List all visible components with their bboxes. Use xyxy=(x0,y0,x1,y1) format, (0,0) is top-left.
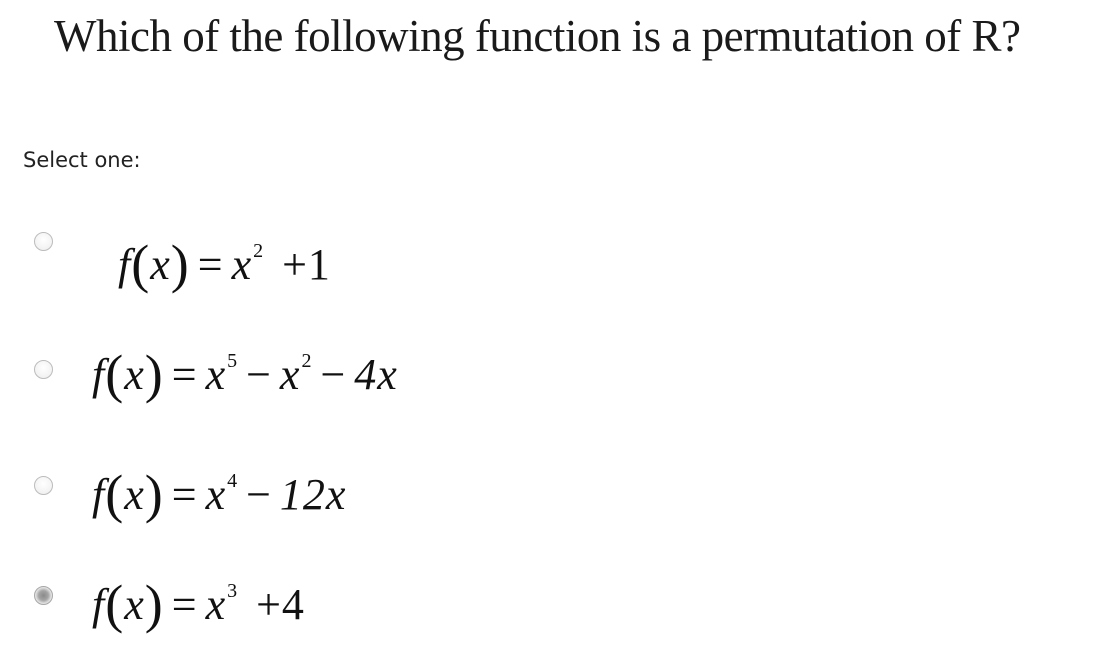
function-name: f xyxy=(118,240,132,289)
term-constant: +1 xyxy=(282,240,331,289)
function-name: f xyxy=(92,470,106,519)
radio-button-option-1[interactable] xyxy=(34,232,53,251)
function-arg: x xyxy=(124,580,145,629)
close-paren: ) xyxy=(144,344,164,404)
open-paren: ( xyxy=(105,464,125,524)
equals-sign: = xyxy=(171,580,198,629)
radio-button-option-3[interactable] xyxy=(34,476,53,495)
term-exponent: 3 xyxy=(227,580,239,602)
radio-button-option-4-selected[interactable] xyxy=(34,586,53,605)
open-paren: ( xyxy=(131,234,151,294)
term-exponent: 4 xyxy=(227,470,239,492)
term-base: x xyxy=(231,240,253,289)
option-2-formula xyxy=(92,340,398,402)
term-exponent: 2 xyxy=(253,240,265,262)
function-arg: x xyxy=(124,470,145,519)
term-base: x xyxy=(205,470,227,519)
minus-sign: − xyxy=(246,350,272,399)
term-linear: 4x xyxy=(354,350,398,399)
option-3-formula xyxy=(92,460,346,522)
function-name: f xyxy=(92,350,106,399)
term-base: x xyxy=(205,580,227,629)
option-1-formula xyxy=(118,230,331,292)
equals-sign: = xyxy=(171,470,198,519)
term-constant: +4 xyxy=(256,580,305,629)
open-paren: ( xyxy=(105,344,125,404)
term-base: x xyxy=(205,350,227,399)
answer-option-4[interactable] xyxy=(0,556,700,646)
term-linear: 12x xyxy=(279,470,347,519)
function-arg: x xyxy=(124,350,145,399)
equals-sign: = xyxy=(171,350,198,399)
answer-option-1[interactable] xyxy=(0,210,700,300)
question-text: Which of the following function is a permutation of R? xyxy=(54,11,1021,61)
function-name: f xyxy=(92,580,106,629)
function-arg: x xyxy=(150,240,171,289)
term-exponent: 5 xyxy=(227,350,239,372)
equals-sign: = xyxy=(197,240,224,289)
option-4-formula xyxy=(92,570,305,632)
term-exponent: 2 xyxy=(301,350,313,372)
answer-option-2[interactable] xyxy=(0,320,700,410)
close-paren: ) xyxy=(144,574,164,634)
radio-button-option-2[interactable] xyxy=(34,360,53,379)
close-paren: ) xyxy=(170,234,190,294)
term-base: x xyxy=(279,350,301,399)
minus-sign: − xyxy=(320,350,347,399)
close-paren: ) xyxy=(144,464,164,524)
minus-sign: − xyxy=(246,470,272,519)
open-paren: ( xyxy=(105,574,125,634)
select-one-label: Select one: xyxy=(23,148,141,172)
answer-option-3[interactable] xyxy=(0,446,700,536)
